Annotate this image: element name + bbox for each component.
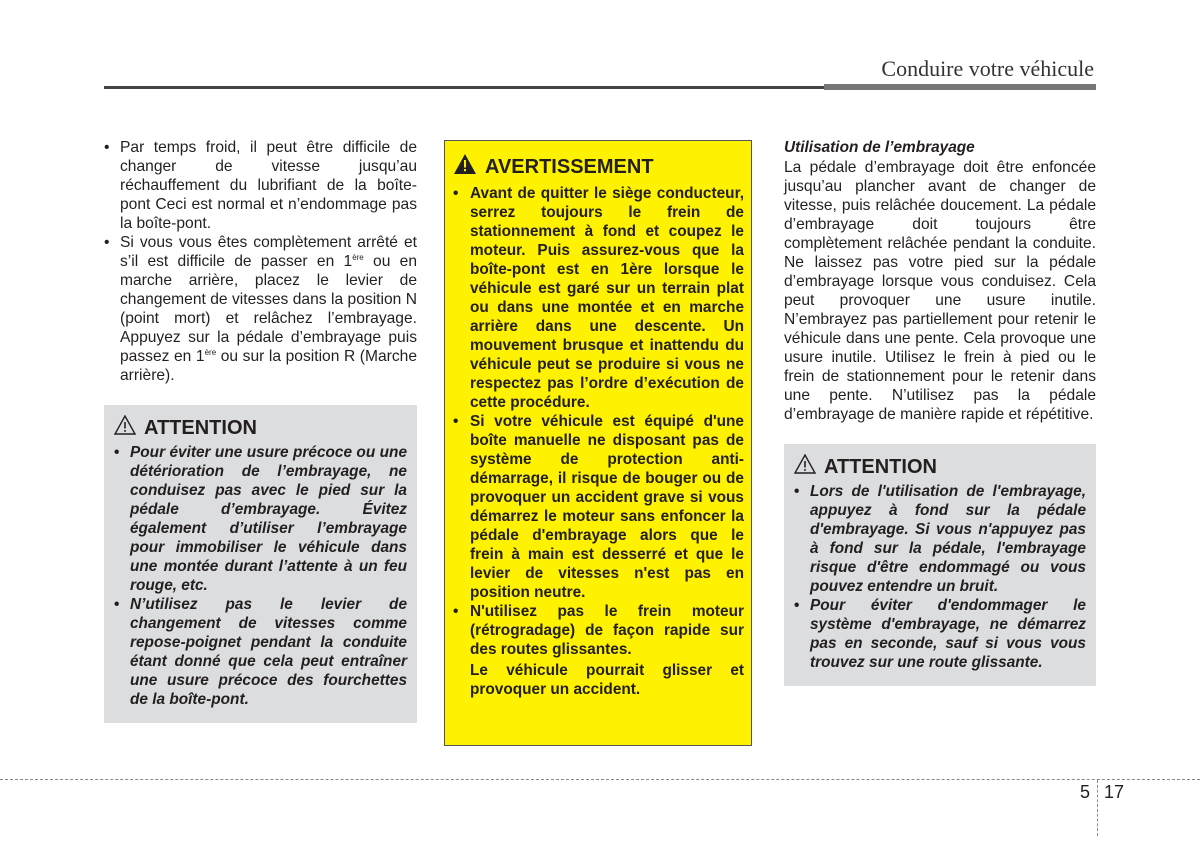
left-attention-item: • N’utilisez pas le levier de changement de vitesses comme repose-poignet pendant la conduite étant donné que cela peut entraîner une usure précoce des fourchettes de la boîte-pont. (114, 595, 407, 709)
warning-item: • Si votre véhicule est équipé d'une boîte manuelle ne disposant pas de système de protection anti-démarrage, il risque de bouger ou de provoquer un accident grave si vous démarrez le moteur sans enfoncer la pédale d'embrayage alors que le frein à main est desserré et que le levier de vitesses n'est pas en position neutre. (453, 412, 744, 602)
left-attention-box (104, 405, 417, 723)
warning-heading (453, 153, 744, 181)
bullet2-sup-1: ère (352, 252, 364, 262)
footer-vertical-divider (1097, 780, 1098, 836)
warning-item: • Avant de quitter le siège conducteur, serrez toujours le frein de stationnement à fond et coupez le moteur. Puis assurez-vous que la boîte-pont est en 1ère lorsque le véhicule est garé sur un terrain plat ou dans une montée et en marche arrière dans une descente. Un mouvement brusque et inattendu du véhicule peut se produire si vous ne respectez pas l’ordre d’exécution de cette procédure. (453, 184, 744, 412)
right-column (784, 138, 1096, 686)
bullet2-text-2: ou en marche arrière, placez le levier de changement de vitesses dans la position N (point mort) et relâchez l’embrayage. Appuyez sur la pédale d’embrayage puis passez en 1 (120, 253, 417, 365)
bullet2-text-1: Si vous vous êtes complètement arrêté et s’il est difficile de passer en 1 (120, 234, 417, 270)
left-bullet-list (104, 138, 417, 385)
warning-list (453, 184, 744, 659)
left-attention-heading (114, 415, 407, 441)
warning-extra-note: Le véhicule pourrait glisser et provoquer un accident. (470, 662, 744, 698)
left-column (104, 138, 417, 723)
warning-title: AVERTISSEMENT (485, 155, 654, 178)
bullet2-sup-2: ère (204, 347, 217, 357)
left-attention-list (114, 443, 407, 709)
left-bullet-stopped (104, 233, 417, 385)
header-rule-accent (824, 84, 1096, 90)
chapter-number: 5 (1080, 782, 1091, 802)
caution-triangle-icon (794, 454, 816, 480)
clutch-usage-heading: Utilisation de l’embrayage (784, 139, 975, 156)
clutch-usage-paragraph: La pédale d’embrayage doit être enfoncée jusqu’au plancher avant de changer de vitesse, puis relâchée doucement. La pédale d’embrayage doit toujours être complètement relâchée pendant la conduite. Ne laissez pas votre pied sur la pédale d’embrayage lorsque vous conduisez. Cela peut provoquer une usure inutile. N’embrayez pas partiellement pour retenir le véhicule dans une pente. Cela provoque une usure inutile. Utilisez le frein à pied ou le frein de stationnement pour le retenir dans une pente. N’utilisez pas la pédale d’embrayage de manière rapide et répétitive. (784, 159, 1096, 423)
bullet2-text-3: ou sur la position R (Marche arrière). (120, 348, 417, 384)
left-attention-item: • Pour éviter une usure précoce ou une détérioration de l’embrayage, ne conduisez pas avec le pied sur la pédale d’embrayage. Évitez également d’utiliser l’embrayage pour immobiliser le véhicule dans une montée durant l’attente à un feu rouge, etc. (114, 443, 407, 595)
right-attention-list (794, 482, 1086, 672)
caution-triangle-icon (114, 415, 136, 441)
right-attention-title: ATTENTION (824, 455, 937, 478)
warning-box (444, 140, 752, 746)
page-number: 17 (1104, 782, 1125, 802)
right-attention-box (784, 444, 1096, 686)
left-bullet-cold-weather: • Par temps froid, il peut être difficile de changer de vitesse jusqu’au réchauffement du lubrifiant de la boîte-pont Ceci est normal et n’endommage pas la boîte-pont. (104, 138, 417, 233)
right-attention-item: • Pour éviter d'endommager le système d'embrayage, ne démarrez pas en seconde, sauf si vous vous trouvez sur une route glissante. (794, 596, 1086, 672)
footer-divider (0, 779, 1200, 780)
warning-triangle-icon (453, 153, 477, 181)
warning-item: • N'utilisez pas le frein moteur (rétrogradage) de façon rapide sur des routes glissantes. (453, 602, 744, 659)
left-attention-title: ATTENTION (144, 416, 257, 439)
right-attention-item: • Lors de l'utilisation de l'embrayage, appuyez à fond sur la pédale d'embrayage. Si vous n'appuyez pas à fond sur la pédale, l'embrayage risque d'être endommagé ou vous pouvez entendre un bruit. (794, 482, 1086, 596)
header-title: Conduire votre véhicule (881, 56, 1094, 81)
right-attention-heading (794, 454, 1086, 480)
